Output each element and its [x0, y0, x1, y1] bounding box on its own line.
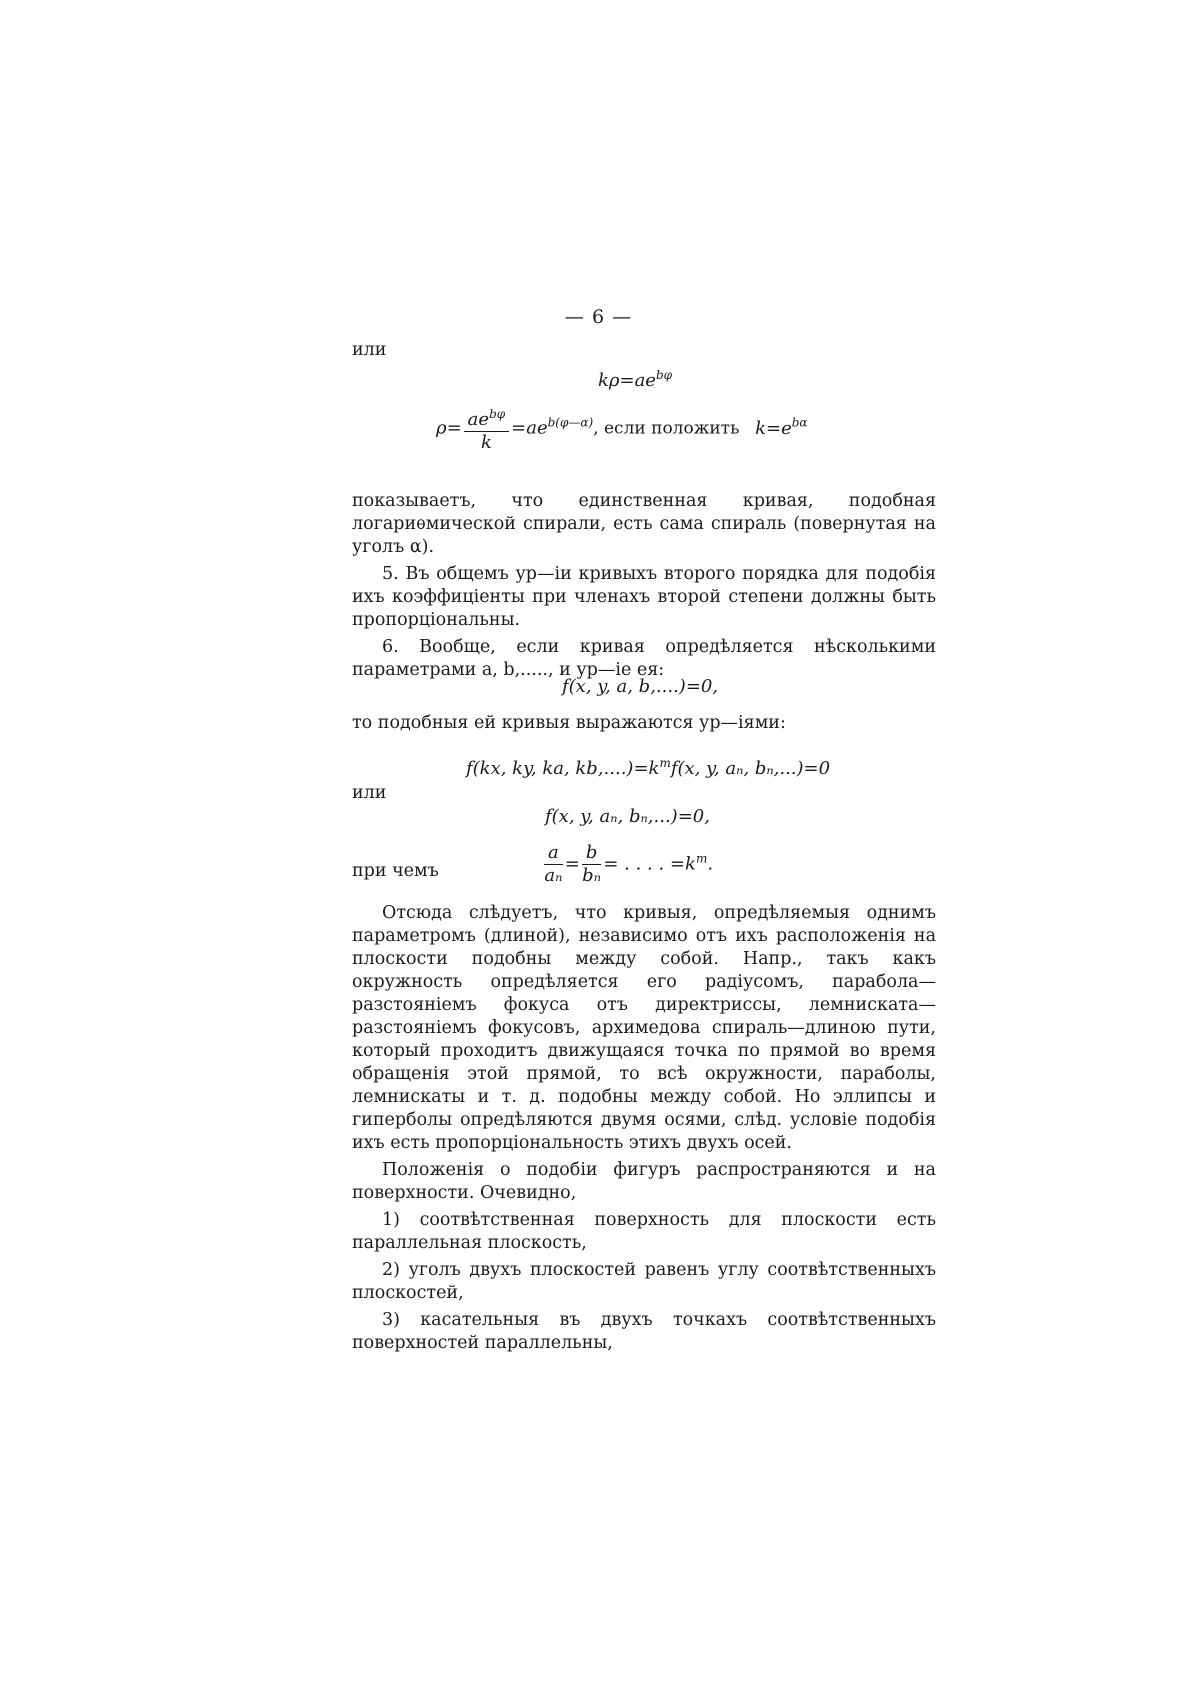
formula-rho: [436, 403, 808, 454]
formula-similar-right: f(x, y, aₙ, bₙ,...)=0: [670, 758, 831, 779]
formula-similar-m: m: [659, 756, 671, 770]
formula-krho: [598, 368, 672, 391]
formula-k: k=e: [755, 417, 792, 439]
word-ili-2: или: [352, 783, 387, 803]
paragraph-surfaces: Положенія о подобіи фигуръ распространяются и на поверхности. Очевидно,: [352, 1160, 936, 1203]
formula-rho-text: , если положить: [593, 418, 740, 439]
ratio-bn: bₙ: [582, 865, 601, 886]
word-pri-chem: при чемъ: [352, 861, 439, 881]
paragraph-6: 6. Вообще, если кривая опредѣляется нѣсколькими параметрами a, b,....., и ур—іе ея:: [352, 637, 936, 680]
ratio-an: aₙ: [544, 865, 563, 886]
formula-general: f(x, y, a, b,....)=0,: [562, 676, 719, 697]
ratio-fraction-b: [582, 842, 602, 887]
formula-similar-left: f(kx, ky, ka, kb,....)=k: [466, 758, 660, 779]
paragraph-then: то подобныя ей кривыя выражаются ур—іями:: [352, 713, 786, 733]
ratio-end: .: [707, 853, 714, 875]
ratio-fraction-a: [544, 842, 563, 887]
list-item-2: 2) уголъ двухъ плоскостей равенъ углу соотвѣтственныхъ плоскостей,: [352, 1260, 936, 1303]
formula-ratio: $\frac{a}{\text{aₙ}}$ = $\frac{b}{\text{bₙ}}$ = . . . . $=k^m$.: [544, 842, 714, 886]
formula-n: f(x, y, aₙ, bₙ,...)=0,: [545, 806, 710, 827]
paragraph-spiral: показываетъ, что единственная кривая, подобная логариѳмической спирали, есть сама спираль (повернутая на уголъ α).: [352, 491, 936, 557]
page-number: — 6 —: [564, 306, 633, 328]
formula-rho-eq: =ae: [511, 417, 548, 439]
formula-k-exp: bα: [791, 415, 808, 430]
formula-krho-base: kρ=ae: [598, 370, 656, 391]
formula-rho-lhs: ρ=: [436, 417, 462, 439]
ratio-tail: = . . . . =k: [603, 853, 696, 875]
formula-rho-num-exp: bφ: [489, 407, 506, 421]
formula-rho-fraction: [464, 403, 509, 454]
paragraph-5: 5. Въ общемъ ур—іи кривыхъ второго порядка для подобія ихъ коэффиціенты при членахъ второй степени должны быть пропорціональны.: [352, 564, 936, 630]
formula-similar: [466, 756, 830, 779]
list-item-3: 3) касательныя въ двухъ точкахъ соотвѣтственныхъ поверхностей параллельны,: [352, 1310, 936, 1353]
list-item-1: 1) соотвѣтственная поверхность для плоскости есть параллельная плоскость,: [352, 1210, 936, 1253]
formula-krho-exp: bφ: [655, 368, 673, 382]
ratio-a: a: [544, 842, 563, 865]
formula-rho-num: ae: [467, 409, 490, 430]
formula-rho-den: k: [480, 432, 492, 453]
ratio-m: m: [695, 851, 708, 866]
formula-rho-eq-exp: b(φ—α): [547, 415, 594, 430]
word-ili: или: [352, 340, 387, 360]
ratio-b: b: [582, 842, 602, 865]
paragraph-hence: Отсюда слѣдуетъ, что кривыя, опредѣляемыя однимъ параметромъ (длиной), независимо отъ ихъ расположенія на плоскости подобны между собой. Напр., такъ какъ окружность опредѣляется его радіусомъ, парабола—разстояніемъ фокуса отъ директриссы, лемниската—разстояніемъ фокусовъ, архимедова спираль—длиною пути, который проходитъ движущаяся точка по прямой во время обращенія этой прямой, то всѣ окружности, параболы, лемнискаты и т. д. подобны между собой. Но эллипсы и гиперболы опредѣляются двумя осями, слѣд. условіе подобія ихъ есть пропорціональность этихъ двухъ осей.: [352, 903, 936, 1153]
